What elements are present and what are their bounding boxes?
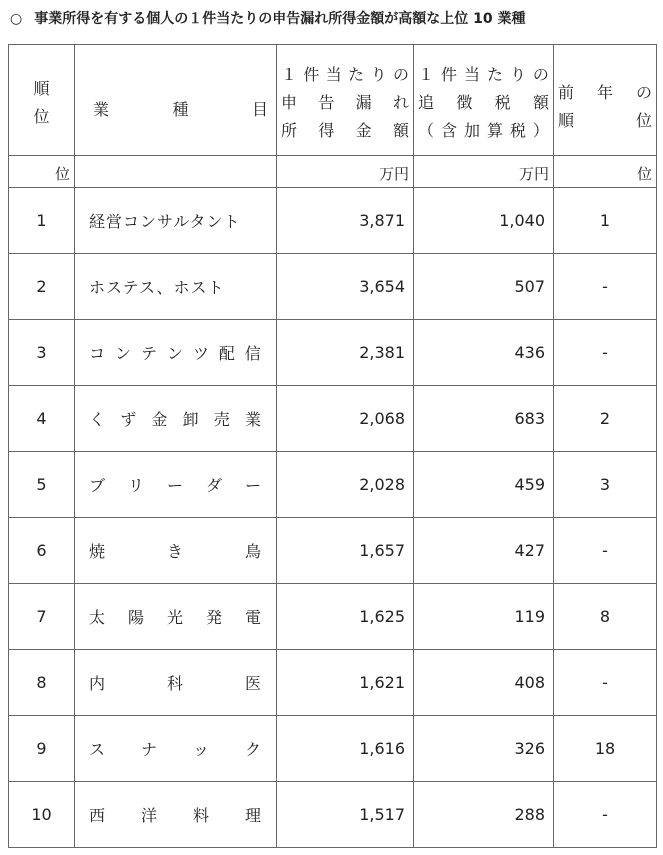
rank-cell: 7	[9, 584, 75, 650]
previous-rank-cell: -	[554, 782, 657, 848]
undeclared-income-cell: 1,625	[277, 584, 414, 650]
industry-text: 経営コンサルタント	[89, 212, 241, 231]
industry-spread	[89, 473, 262, 496]
industry-spread	[89, 803, 262, 826]
industry-spread	[89, 407, 262, 430]
header-tax-line	[418, 117, 549, 145]
rank-cell: 8	[9, 650, 75, 716]
table-row	[9, 188, 657, 254]
header-prev-rank-char: 順	[558, 111, 575, 130]
header-prev-rank-line	[558, 107, 652, 135]
industry-char: ダ	[205, 476, 223, 495]
unit-industry-empty	[75, 156, 277, 188]
header-industry-char: 業	[93, 100, 110, 119]
header-industry	[75, 45, 277, 156]
industry-char: 鳥	[244, 542, 262, 561]
industry-spread	[89, 671, 262, 694]
table-row	[9, 782, 657, 848]
header-tax-char: （	[418, 121, 435, 140]
header-tax-char: 含	[440, 121, 457, 140]
table-row	[9, 452, 657, 518]
industry-char: 光	[166, 608, 184, 627]
header-tax-char: の	[532, 65, 549, 84]
unit-prev-rank	[554, 156, 657, 188]
header-undeclared-char: 当	[325, 65, 342, 84]
table-row	[9, 650, 657, 716]
industry-ranking-table	[8, 44, 657, 848]
header-undeclared-line	[281, 117, 409, 145]
industry-spread	[89, 737, 262, 760]
industry-char: ク	[244, 740, 262, 759]
industry-char: 医	[244, 674, 262, 693]
units-row	[9, 156, 657, 188]
industry-spread	[89, 341, 262, 364]
industry-char: 太	[89, 608, 107, 627]
previous-rank-cell: 18	[554, 716, 657, 782]
header-undeclared-char: た	[348, 65, 365, 84]
header-tax-char: り	[509, 65, 526, 84]
industry-char: テ	[140, 344, 158, 363]
additional-tax-cell: 459	[414, 452, 554, 518]
industry-spread	[89, 605, 262, 628]
title-text: 事業所得を有する個人の１件当たりの申告漏れ所得金額が高額な上位 10 業種	[34, 11, 526, 27]
industry-char: 信	[244, 344, 262, 363]
header-undeclared-char: 漏	[355, 93, 372, 112]
industry-cell	[75, 254, 277, 320]
undeclared-income-cell: 1,517	[277, 782, 414, 848]
previous-rank-cell: -	[554, 518, 657, 584]
header-additional-tax	[414, 45, 554, 156]
undeclared-income-cell: 3,871	[277, 188, 414, 254]
industry-char: 西	[89, 806, 107, 825]
header-tax-char: た	[486, 65, 503, 84]
industry-cell	[75, 782, 277, 848]
industry-char: 内	[89, 674, 107, 693]
industry-char: 洋	[140, 806, 158, 825]
header-tax-char: 額	[532, 93, 549, 112]
industry-char: リ	[127, 476, 145, 495]
industry-cell	[75, 584, 277, 650]
industry-char: 卸	[182, 410, 200, 429]
header-rank	[9, 45, 75, 156]
bullet-marker: ○	[10, 11, 23, 27]
unit-undeclared-text: 万円	[378, 164, 409, 183]
industry-char: 金	[151, 410, 169, 429]
header-undeclared-line	[281, 89, 409, 117]
header-tax-line	[418, 61, 549, 89]
table-row	[9, 254, 657, 320]
header-undeclared-char: 所	[281, 121, 298, 140]
header-undeclared-char: 金	[355, 121, 372, 140]
header-tax-char: 件	[440, 65, 457, 84]
header-prev-rank-char: 年	[596, 83, 613, 102]
header-undeclared-char: 額	[392, 121, 409, 140]
unit-rank	[9, 156, 75, 188]
industry-char: コ	[89, 344, 107, 363]
header-tax-char: ）	[532, 121, 549, 140]
previous-rank-cell: -	[554, 650, 657, 716]
industry-char: 業	[244, 410, 262, 429]
unit-rank-text: 位	[54, 164, 70, 183]
header-tax-char: 税	[509, 121, 526, 140]
industry-char: ブ	[89, 476, 107, 495]
additional-tax-cell: 119	[414, 584, 554, 650]
header-tax-char: 算	[486, 121, 503, 140]
unit-undeclared	[277, 156, 414, 188]
header-prev-rank-char: 前	[558, 83, 575, 102]
industry-char: ナ	[140, 740, 158, 759]
industry-cell	[75, 716, 277, 782]
rank-cell: 3	[9, 320, 75, 386]
page-title	[10, 8, 660, 28]
industry-char: ッ	[192, 740, 210, 759]
header-industry-char: 目	[251, 100, 268, 119]
industry-char: ン	[114, 344, 132, 363]
header-tax-char: 加	[463, 121, 480, 140]
industry-char: 焼	[89, 542, 107, 561]
header-prev-rank-char: の	[635, 83, 652, 102]
industry-char: ー	[166, 476, 184, 495]
header-undeclared-income	[277, 45, 414, 156]
additional-tax-cell: 288	[414, 782, 554, 848]
header-tax-char: 徴	[456, 93, 473, 112]
header-tax-char: 当	[463, 65, 480, 84]
table-row	[9, 320, 657, 386]
industry-char: き	[166, 542, 184, 561]
table-row	[9, 584, 657, 650]
header-tax-line	[418, 89, 549, 117]
rank-cell: 6	[9, 518, 75, 584]
undeclared-income-cell: 1,621	[277, 650, 414, 716]
header-rank-line: 順	[33, 79, 50, 98]
previous-rank-cell: 3	[554, 452, 657, 518]
industry-spread	[89, 539, 262, 562]
table-header-row	[9, 45, 657, 156]
table-row	[9, 386, 657, 452]
additional-tax-cell: 427	[414, 518, 554, 584]
industry-char: 理	[244, 806, 262, 825]
header-tax-char: １	[418, 65, 435, 84]
header-undeclared-char: 件	[303, 65, 320, 84]
additional-tax-cell: 683	[414, 386, 554, 452]
rank-cell: 9	[9, 716, 75, 782]
table-row	[9, 716, 657, 782]
header-rank-line: 位	[33, 107, 50, 126]
industry-char: ン	[166, 344, 184, 363]
industry-char: 陽	[127, 608, 145, 627]
undeclared-income-cell: 1,616	[277, 716, 414, 782]
header-industry-char: 種	[172, 100, 189, 119]
header-undeclared-char: 告	[318, 93, 335, 112]
industry-char: 売	[213, 410, 231, 429]
industry-char: 配	[218, 344, 236, 363]
header-undeclared-char: の	[392, 65, 409, 84]
previous-rank-cell: -	[554, 320, 657, 386]
header-prev-rank-char: 位	[635, 111, 652, 130]
industry-cell	[75, 452, 277, 518]
undeclared-income-cell: 2,381	[277, 320, 414, 386]
industry-cell	[75, 518, 277, 584]
industry-text: ホステス、ホスト	[89, 278, 225, 297]
undeclared-income-cell: 2,068	[277, 386, 414, 452]
unit-tax	[414, 156, 554, 188]
additional-tax-cell: 326	[414, 716, 554, 782]
header-undeclared-char: れ	[392, 93, 409, 112]
header-undeclared-char: り	[370, 65, 387, 84]
industry-char: ツ	[192, 344, 210, 363]
header-previous-rank	[554, 45, 657, 156]
header-prev-rank-line	[558, 79, 652, 107]
additional-tax-cell: 436	[414, 320, 554, 386]
header-undeclared-char: 申	[281, 93, 298, 112]
industry-cell	[75, 650, 277, 716]
industry-cell	[75, 386, 277, 452]
rank-cell: 5	[9, 452, 75, 518]
industry-cell	[75, 320, 277, 386]
rank-cell: 1	[9, 188, 75, 254]
table-row	[9, 518, 657, 584]
previous-rank-cell: 1	[554, 188, 657, 254]
undeclared-income-cell: 1,657	[277, 518, 414, 584]
industry-char: ス	[89, 740, 107, 759]
industry-char: ず	[120, 410, 138, 429]
header-tax-char: 税	[494, 93, 511, 112]
unit-prev-rank-text: 位	[636, 164, 652, 183]
rank-cell: 2	[9, 254, 75, 320]
rank-cell: 4	[9, 386, 75, 452]
industry-char: ー	[244, 476, 262, 495]
undeclared-income-cell: 3,654	[277, 254, 414, 320]
undeclared-income-cell: 2,028	[277, 452, 414, 518]
additional-tax-cell: 408	[414, 650, 554, 716]
previous-rank-cell: 8	[554, 584, 657, 650]
header-undeclared-char: 得	[318, 121, 335, 140]
additional-tax-cell: 507	[414, 254, 554, 320]
industry-char: 発	[205, 608, 223, 627]
header-undeclared-char: １	[281, 65, 298, 84]
previous-rank-cell: -	[554, 254, 657, 320]
header-undeclared-line	[281, 61, 409, 89]
rank-cell: 10	[9, 782, 75, 848]
unit-tax-text: 万円	[518, 164, 549, 183]
additional-tax-cell: 1,040	[414, 188, 554, 254]
industry-char: 科	[166, 674, 184, 693]
industry-char: く	[89, 410, 107, 429]
industry-char: 料	[192, 806, 210, 825]
industry-cell	[75, 188, 277, 254]
previous-rank-cell: 2	[554, 386, 657, 452]
industry-char: 電	[244, 608, 262, 627]
header-tax-char: 追	[418, 93, 435, 112]
